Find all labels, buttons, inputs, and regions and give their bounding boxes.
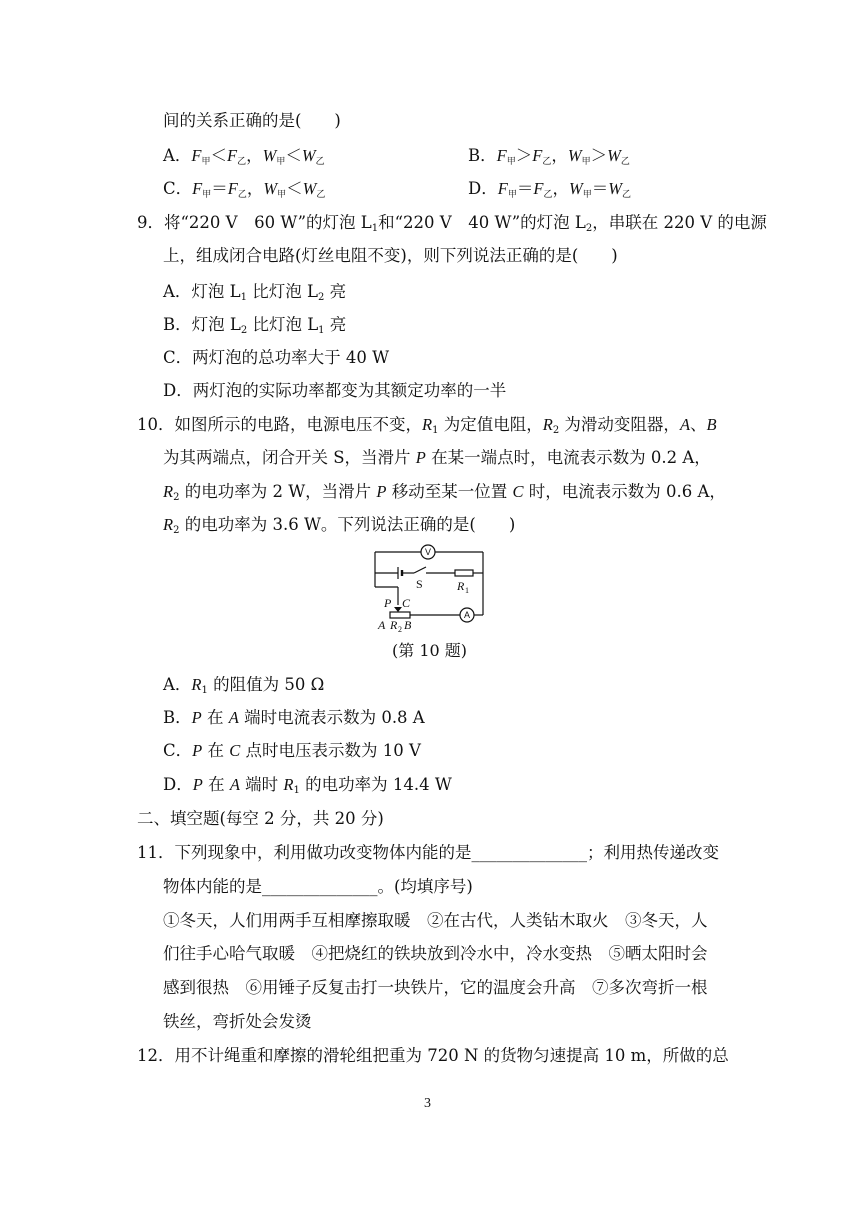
q9-stem-line1: 9．将“220 V 60 W”的灯泡 $L_1$和“220 V 40 W”的灯泡 $L_2$，串联在 220 V 的电源 — [137, 213, 767, 234]
q11-item-line4: 铁丝，弯折处会发烫 — [163, 1012, 312, 1031]
q8-stem-continuation: 间的关系正确的是( ) — [163, 111, 341, 130]
q9-option-a: A．灯泡 $L_1$ 比灯泡 $L_2$ 亮 — [163, 282, 347, 303]
q8-option-c: C．F甲＝F乙，W甲＜W乙 — [163, 179, 326, 200]
q11-item-line3: 感到很热 ⑥用锤子反复击打一块铁片，它的温度会升高 ⑦多次弯折一根 — [163, 978, 708, 997]
q10-stem-line3: $R_2$ 的电功率为 2 W，当滑片 P 移动至某一位置 C 时，电流表示数为 0.6 A， — [163, 482, 726, 503]
slider-p-label: P — [384, 596, 392, 610]
q8-option-a: A．F甲＜F乙，W甲＜W乙 — [163, 146, 325, 167]
slider-c-label: C — [402, 596, 411, 610]
q9-option-b: B．灯泡 $L_2$ 比灯泡 $L_1$ 亮 — [163, 315, 347, 336]
page-number: 3 — [424, 1096, 431, 1111]
switch-label: S — [416, 577, 423, 591]
switch-blade — [414, 567, 426, 573]
slider-arrow-icon — [394, 607, 402, 612]
q10-stem-line4: $R_2$ 的电功率为 3.6 W。下列说法正确的是( ) — [163, 515, 516, 536]
q10-option-b: B．P 在 A 端时电流表示数为 0.8 A — [163, 708, 425, 727]
ammeter-label: A — [464, 610, 471, 620]
q11-stem-line2: 物体内能的是______________。(均填序号) — [163, 877, 473, 896]
q8-option-d: D．F甲＝F乙，W甲＝W乙 — [468, 179, 631, 200]
r1-sub: 1 — [465, 586, 469, 595]
q10-option-d: D．P 在 A 端时 $R_1$ 的电功率为 14.4 W — [163, 775, 452, 796]
q9-option-c: C．两灯泡的总功率大于 40 W — [163, 348, 390, 367]
endpoint-a-label: A — [378, 618, 386, 632]
resistor-r1 — [455, 570, 473, 576]
q11-item-line2: 们往手心哈气取暖 ④把烧红的铁块放到冷水中，冷水变热 ⑤晒太阳时会 — [163, 944, 708, 963]
circuit-diagram — [370, 543, 500, 635]
q9-option-d: D．两灯泡的实际功率都变为其额定功率的一半 — [163, 381, 507, 400]
r2-label: R — [390, 618, 398, 632]
figure-caption: (第 10 题) — [392, 641, 468, 660]
section-heading: 二、填空题(每空 2 分，共 20 分) — [137, 809, 384, 828]
q9-stem-line2: 上，组成闭合电路(灯丝电阻不变)，则下列说法正确的是( ) — [163, 246, 618, 265]
q10-option-a: A．$R_1$ 的阻值为 50 Ω — [163, 675, 325, 696]
voltmeter-label: V — [425, 547, 432, 557]
q11-item-line1: ①冬天，人们用两手互相摩擦取暖 ②在古代，人类钻木取火 ③冬天，人 — [163, 911, 708, 930]
q8-option-b: B．F甲＞F乙，W甲＞W乙 — [468, 146, 630, 167]
q10-stem-line2: 为其两端点，闭合开关 S，当滑片 P 在某一端点时，电流表示数为 0.2 A， — [163, 448, 711, 467]
q12-stem-line1: 12．用不计绳重和摩擦的滑轮组把重为 720 N 的货物匀速提高 10 m，所做的总 — [137, 1046, 729, 1065]
endpoint-b-label: B — [404, 618, 412, 632]
q11-stem-line1: 11．下列现象中，利用做功改变物体内能的是______________；利用热传递改变 — [137, 843, 719, 862]
r1-label: R — [457, 579, 465, 593]
q10-option-c: C．P 在 C 点时电压表示数为 10 V — [163, 741, 421, 760]
q10-stem-line1: 10．如图所示的电路，电源电压不变，$R_1$ 为定值电阻，$R_2$ 为滑动变阻器，A、B — [137, 415, 717, 436]
r2-sub: 2 — [398, 625, 402, 634]
